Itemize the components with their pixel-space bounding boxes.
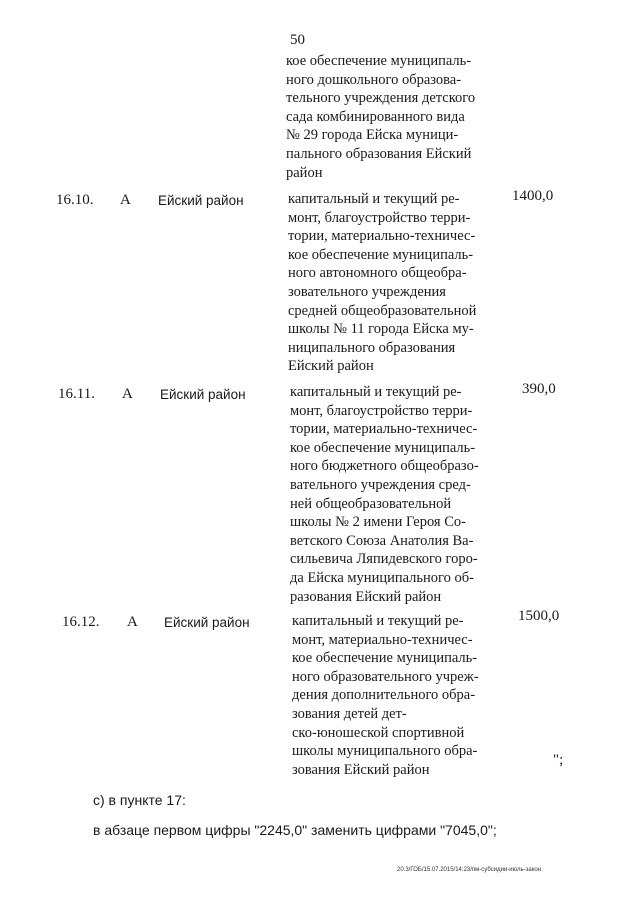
paragraph-c: с) в пункте 17:: [93, 792, 186, 808]
row-category: А: [120, 192, 131, 208]
page-number: 50: [290, 32, 305, 48]
row-category: А: [122, 386, 133, 402]
row-description: капитальный и текущий ре- монт, материально-техничес- кое обеспечение муниципаль- ного образовательного учреж- дения дополнительного обра- зования детей дет- ско-юношеской спортивной школы муниципального обра- зования Ейский район: [292, 613, 479, 778]
row-category: А: [127, 614, 138, 630]
row-number: 16.10.: [56, 192, 94, 208]
continued-description: кое обеспечение муниципаль- ного дошкольного образова- тельного учреждения детского сада комбинированного вида № 29 города Ейска муници- пального образования Ейский район: [286, 53, 476, 181]
row-amount: 1500,0: [518, 608, 560, 624]
footer-reference: 20.3/ГОБ/15.07.2015/14:23/пм-субсидии-июль-закон: [397, 867, 542, 873]
row-amount: 1400,0: [512, 188, 554, 204]
row-district: Ейский район: [164, 615, 250, 630]
row-description: капитальный и текущий ре- монт, благоустройство терри- тории, материально-техничес- кое обеспечение муниципаль- ного бюджетного общеобразо- вательного учреждения сред- ней общеобразовательной школы № 2 имени Героя Со- ветского Союза Анатолия Ва- сильевича Ляпидевского горо- да Ейска муниципального об- разования Ейский район: [290, 384, 479, 605]
row-amount: 390,0: [522, 381, 556, 397]
row-number: 16.11.: [58, 386, 95, 402]
closing-quote-mark: ";: [553, 752, 564, 768]
paragraph-replace: в абзаце первом цифры "2245,0" заменить цифрами "7045,0";: [93, 822, 497, 838]
row-district: Ейский район: [160, 387, 246, 402]
row-number: 16.12.: [62, 614, 100, 630]
row-district: Ейский район: [158, 193, 244, 208]
row-description: капитальный и текущий ре- монт, благоустройство терри- тории, материально-техничес- кое обеспечение муниципаль- ного автономного общеобра- зовательного учреждения средней общеобразовательной школы № 11 города Ейска му- ниципального образования Ейский район: [288, 191, 477, 375]
